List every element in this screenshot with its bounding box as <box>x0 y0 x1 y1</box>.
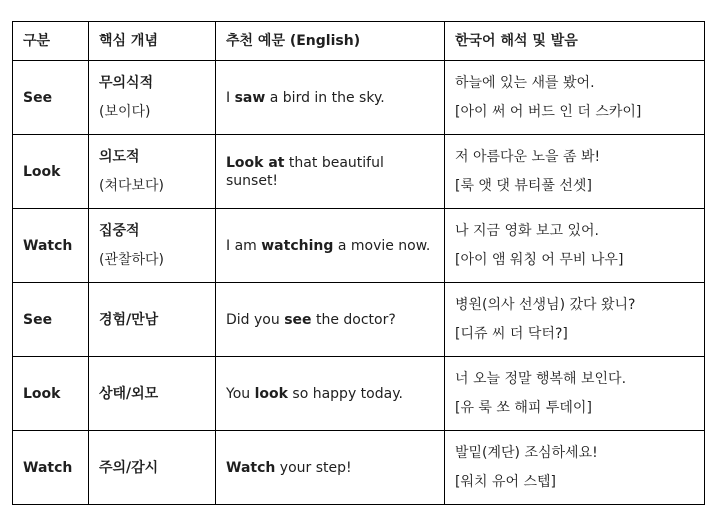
concept-cell <box>89 209 216 283</box>
translation-text: 저 아름다운 노을 좀 봐! <box>455 149 601 165</box>
translation-cell <box>445 357 705 431</box>
example-text-pre: You <box>226 385 255 402</box>
concept-sub: (관찰하다) <box>99 252 165 268</box>
pronunciation-text: [디쥬 씨 더 닥터?] <box>455 326 568 342</box>
term-cell: Watch <box>13 209 89 283</box>
translation-cell <box>445 431 705 505</box>
concept-cell <box>89 61 216 135</box>
concept-cell: 경험/만남 <box>89 283 216 357</box>
table-row <box>13 357 705 431</box>
example-keyword: Look at <box>226 154 285 171</box>
pronunciation-text: [워치 유어 스텝] <box>455 474 556 490</box>
concept-cell: 상태/외모 <box>89 357 216 431</box>
concept-cell <box>89 135 216 209</box>
example-keyword: see <box>284 311 312 328</box>
translation-cell <box>445 61 705 135</box>
example-text-post: the doctor? <box>311 311 396 328</box>
header-category: 구분 <box>13 22 89 61</box>
table-row <box>13 209 705 283</box>
term-cell: Look <box>13 135 89 209</box>
concept-label: 무의식적 <box>99 75 154 91</box>
example-text-post: that beautiful sunset! <box>226 154 384 189</box>
example-cell <box>216 135 445 209</box>
translation-cell <box>445 283 705 357</box>
example-cell <box>216 357 445 431</box>
example-text-pre: Did you <box>226 311 285 328</box>
header-translation: 한국어 해석 및 발음 <box>445 22 705 61</box>
concept-label: 집중적 <box>99 223 140 239</box>
table-row <box>13 61 705 135</box>
concept-cell: 주의/감시 <box>89 431 216 505</box>
example-text-post: so happy today. <box>287 385 403 402</box>
translation-cell <box>445 135 705 209</box>
pronunciation-text: [룩 앳 댓 뷰티풀 선셋] <box>455 178 592 194</box>
example-keyword: saw <box>234 89 266 106</box>
pronunciation-text: [아이 써 어 버드 인 더 스카이] <box>455 104 642 120</box>
example-keyword: Watch <box>226 459 276 476</box>
term-cell: See <box>13 283 89 357</box>
translation-text: 발밑(계단) 조심하세요! <box>455 445 598 461</box>
header-concept: 핵심 개념 <box>89 22 216 61</box>
example-cell <box>216 431 445 505</box>
example-text-post: a movie now. <box>333 237 431 254</box>
example-keyword: watching <box>261 237 334 254</box>
pronunciation-text: [아이 앰 워칭 어 무비 나우] <box>455 252 624 268</box>
translation-text: 나 지금 영화 보고 있어. <box>455 223 599 239</box>
translation-text: 하늘에 있는 새를 봤어. <box>455 75 595 91</box>
example-keyword: look <box>254 385 288 402</box>
pronunciation-text: [유 룩 쏘 해피 투데이] <box>455 400 592 416</box>
comparison-table <box>12 21 705 505</box>
concept-sub: (보이다) <box>99 104 151 120</box>
table-row <box>13 135 705 209</box>
table-row <box>13 283 705 357</box>
concept-label: 의도적 <box>99 149 140 165</box>
translation-text: 너 오늘 정말 행복해 보인다. <box>455 371 627 387</box>
example-text-post: a bird in the sky. <box>265 89 385 106</box>
example-cell <box>216 61 445 135</box>
example-text-post: your step! <box>275 459 352 476</box>
example-text-pre: I <box>226 89 235 106</box>
term-cell: See <box>13 61 89 135</box>
header-example: 추천 예문 (English) <box>216 22 445 61</box>
table-row <box>13 431 705 505</box>
example-cell <box>216 283 445 357</box>
example-text-pre: I am <box>226 237 262 254</box>
translation-text: 병원(의사 선생님) 갔다 왔니? <box>455 297 636 313</box>
translation-cell <box>445 209 705 283</box>
concept-sub: (쳐다보다) <box>99 178 165 194</box>
header-row <box>13 22 705 61</box>
term-cell: Look <box>13 357 89 431</box>
example-cell <box>216 209 445 283</box>
term-cell: Watch <box>13 431 89 505</box>
